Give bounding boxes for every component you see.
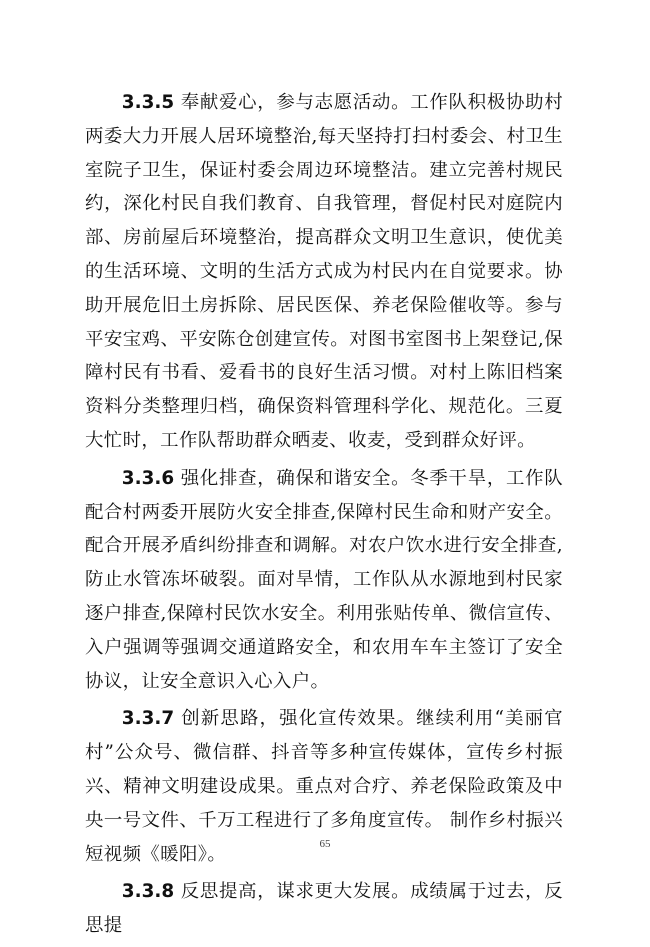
paragraph-text: 强化排查，确保和谐安全。冬季干旱，工作队配合村两委开展防火安全排查,保障村民生命和财产安全。配合开展矛盾纠纷排查和调解。对农户饮水进行安全排查,防止水管冻坏破裂。面对旱情，工作队从水源地到村民家逐户排查,保障村民饮水安全。利用张贴传单、微信宣传、入户强调等强调交通道路安全，和农用车车主签订了安全协议，让安全意识入心入户。 — [85, 467, 563, 692]
paragraph-3-3-6 — [85, 462, 563, 699]
paragraph-3-3-8 — [85, 875, 563, 943]
body-text — [85, 86, 563, 947]
paragraph-text: 奉献爱心，参与志愿活动。工作队积极协助村两委大力开展人居环境整治,每天坚持打扫村委会、村卫生室院子卫生，保证村委会周边环境整洁。建立完善村规民约，深化村民自我们教育、自我管理，督促村民对庭院内部、房前屋后环境整治，提高群众文明卫生意识，使优美的生活环境、文明的生活方式成为村民内在自觉要求。协助开展危旧土房拆除、居民医保、养老保险催收等。参与平安宝鸡、平安陈仓创建宣传。对图书室图书上架登记,保障村民有书看、爱看书的良好生活习惯。对村上陈旧档案资料分类整理归档，确保资料管理科学化、规范化。三夏大忙时，工作队帮助群众晒麦、收麦，受到群众好评。 — [85, 92, 563, 451]
paragraph-3-3-5 — [85, 86, 563, 458]
page-number: 65 — [319, 838, 331, 850]
paragraph-text: 创新思路，强化宣传效果。继续利用“美丽官村”公众号、微信群、抖音等多种宣传媒体，宣传乡村振兴、精神文明建设成果。重点对合疗、养老保险政策及中央一号文件、千万工程进行了多角度宣传。 制作乡村振兴短视频《暖阳》。 — [85, 708, 564, 865]
section-number: 3.3.5 — [121, 92, 175, 113]
section-number: 3.3.6 — [121, 467, 175, 489]
section-number: 3.3.8 — [121, 881, 175, 903]
paragraph-text: 反思提高，谋求更大发展。成绩属于过去，反思提 — [85, 881, 563, 937]
section-number: 3.3.7 — [121, 708, 175, 730]
